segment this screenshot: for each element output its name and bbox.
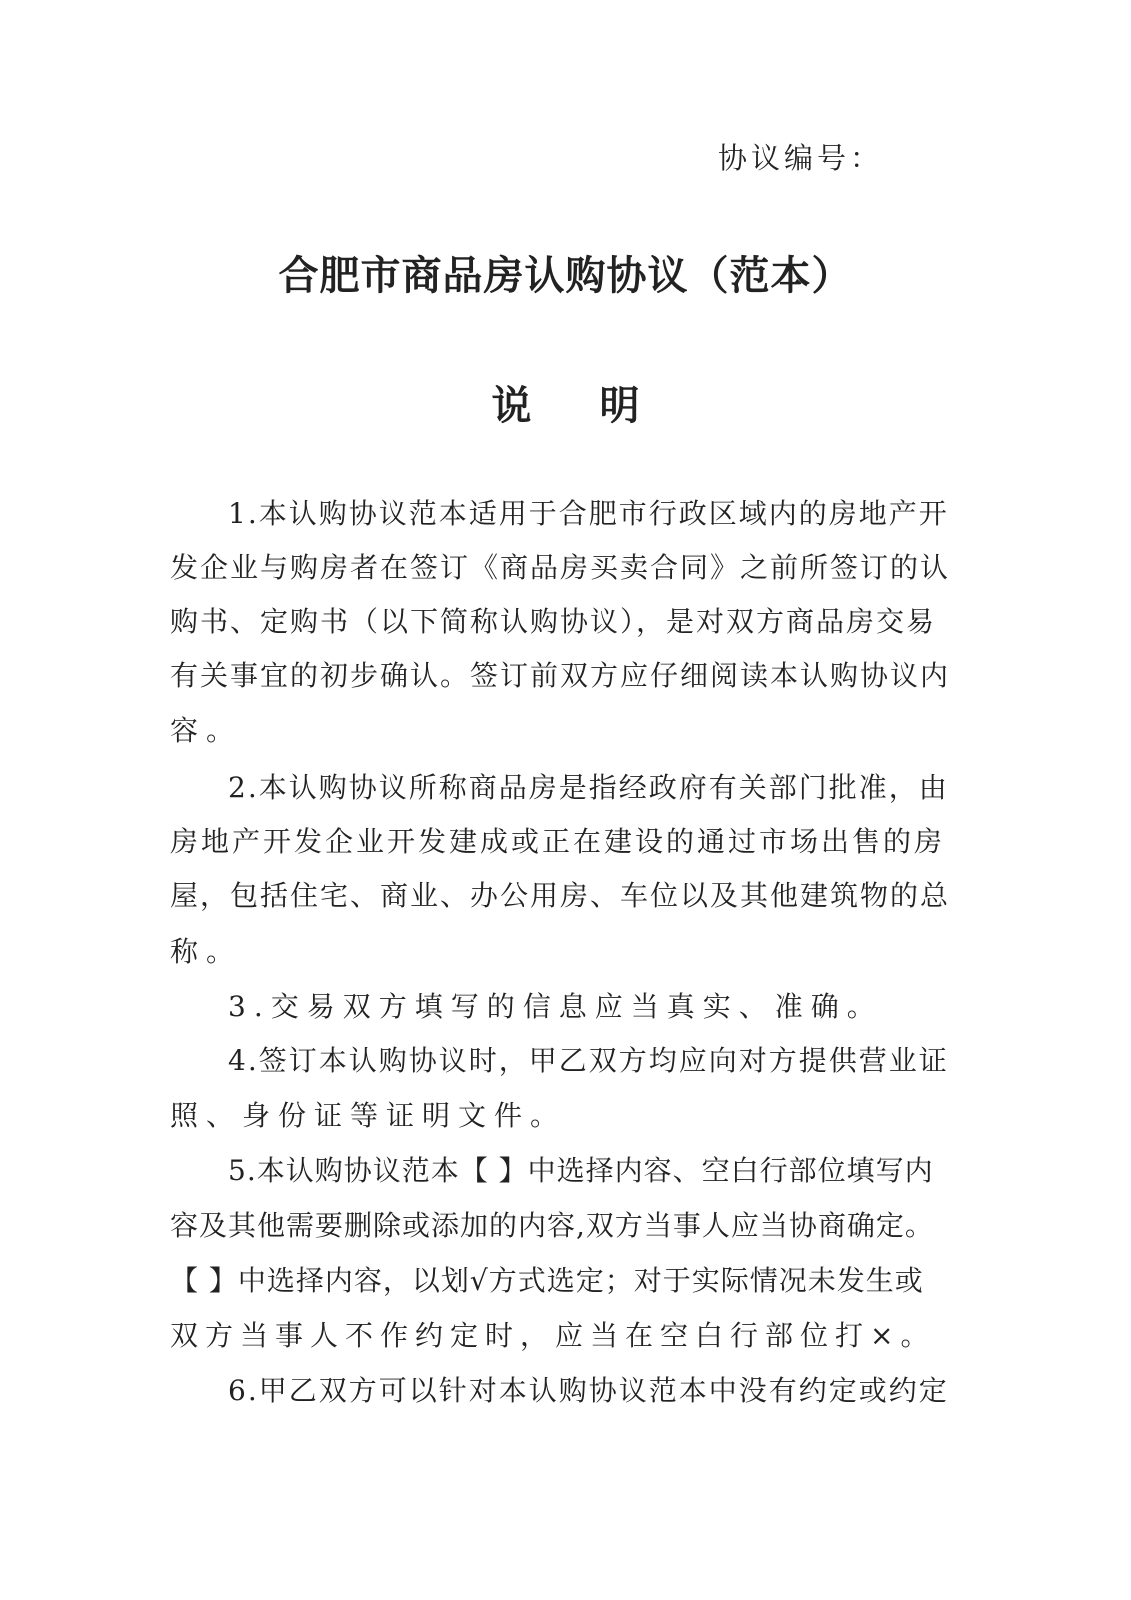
instruction-line: 有关事宜的初步确认。签订前双方应仔细阅读本认购协议内 [170,659,951,692]
instruction-line: 房地产开发企业开发建成或正在建设的通过市场出售的房 [170,825,946,858]
instruction-line: 照、身份证等证明文件。 [170,1099,567,1132]
instruction-line: 6.甲乙双方可以针对本认购协议范本中没有约定或约定 [228,1374,949,1407]
instruction-line: 【 】中选择内容，以划√方式选定；对于实际情况未发生或 [170,1264,924,1297]
instruction-line: 屋，包括住宅、商业、办公用房、车位以及其他建筑物的总 [170,879,951,912]
instruction-line: 5.本认购协议范本【 】中选择内容、空白行部位填写内 [228,1154,934,1187]
instruction-line: 容。 [170,714,243,747]
instruction-line: 双方当事人不作约定时，应当在空白行部位打×。 [170,1319,936,1352]
instruction-line: 容及其他需要删除或添加的内容,双方当事人应当协商确定。 [170,1209,934,1242]
document-title: 合肥市商品房认购协议（范本） [278,252,853,299]
instruction-line: 购书、定购书（以下简称认购协议），是对双方商品房交易 [170,605,937,638]
instruction-line: 2.本认购协议所称商品房是指经政府有关部门批准，由 [228,771,949,804]
instruction-line: 发企业与购房者在签订《商品房买卖合同》之前所签订的认 [170,551,951,584]
instruction-line: 4.签订本认购协议时，甲乙双方均应向对方提供营业证 [228,1044,949,1077]
instruction-line: 称。 [170,935,243,968]
instruction-line: 3.交易双方填写的信息应当真实、准确。 [228,990,883,1023]
agreement-number-label: 协议编号： [718,141,884,175]
instruction-line: 1.本认购协议范本适用于合肥市行政区域内的房地产开 [228,497,949,530]
section-heading: 说明 [491,382,708,429]
